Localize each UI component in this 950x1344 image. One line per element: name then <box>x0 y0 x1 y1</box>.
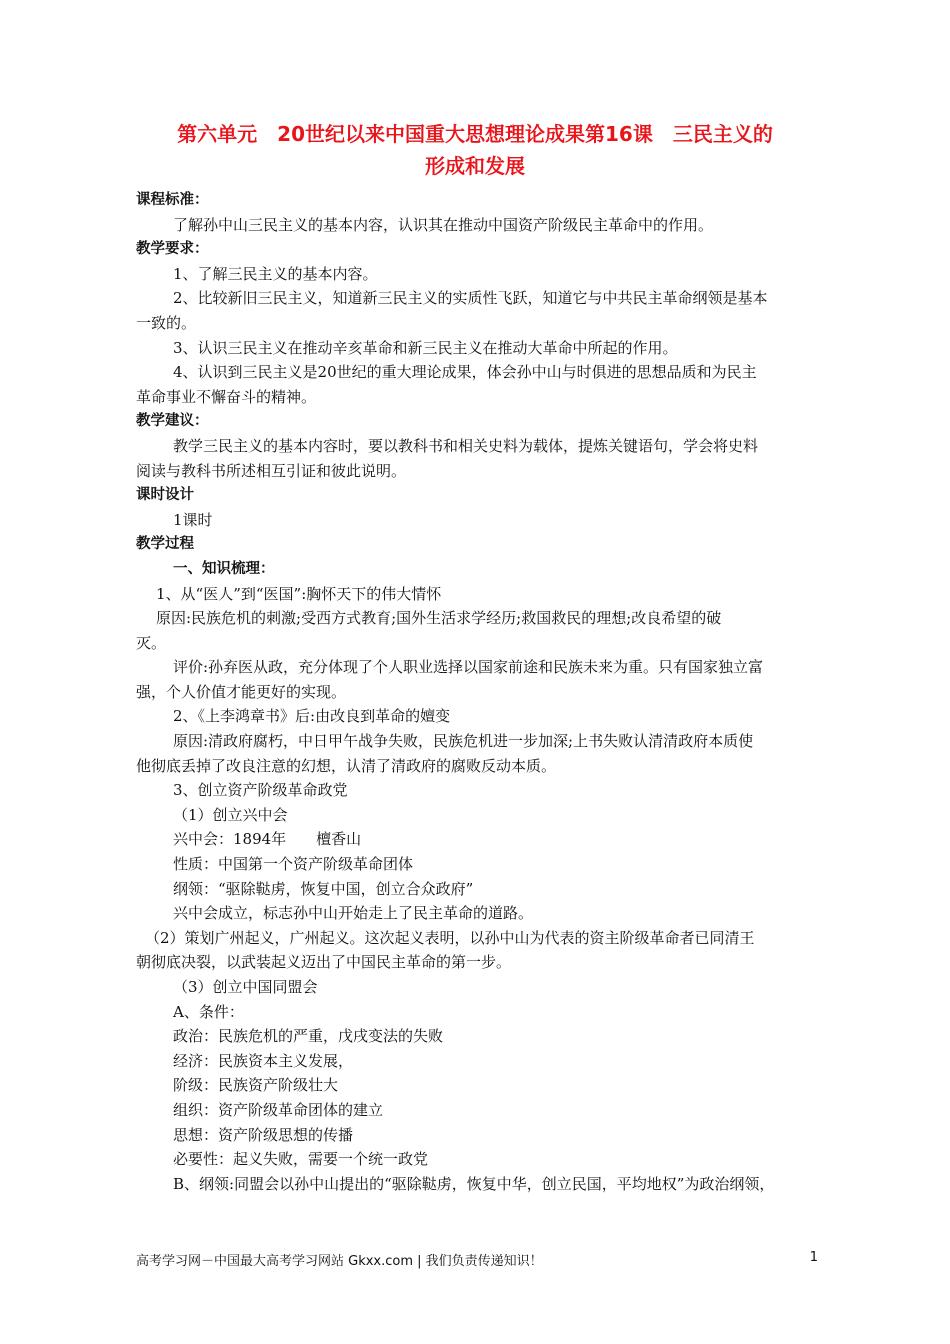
section-heading: 课程标准： <box>136 192 209 208</box>
paragraph-line: 阶级：民族资产阶级壮大 <box>173 1076 339 1095</box>
paragraph-line: 革命事业不懈奋斗的精神。 <box>136 387 317 406</box>
paragraph-line: 阅读与教科书所述相互引证和彼此说明。 <box>136 461 407 480</box>
paragraph-line: 3、创立资产阶级革命政党 <box>173 781 348 800</box>
paragraph-line: （1）创立兴中会 <box>173 805 288 824</box>
footer-text: 高考学习网－中国最大高考学习网站 Gkxx.com | 我们负责传递知识！ <box>136 1254 543 1269</box>
page-footer <box>136 1250 818 1269</box>
paragraph-line: 兴中会：1894年 檀香山 <box>173 830 362 849</box>
paragraph-line: 纲领：“驱除鞑虏，恢复中国，创立合众政府” <box>173 879 474 898</box>
paragraph-line: 他彻底丢掉了改良注意的幻想，认清了清政府的腐败反动本质。 <box>136 756 557 775</box>
paragraph-line: 经济：民族资本主义发展， <box>173 1051 354 1070</box>
paragraph-line: 性质：中国第一个资产阶级革命团体 <box>173 855 414 874</box>
title-line-2: 形成和发展 <box>425 154 525 178</box>
paragraph-line: 评价:孙弃医从政，充分体现了个人职业选择以国家前途和民族未来为重。只有国家独立富 <box>173 658 764 677</box>
paragraph-line: 政治：民族危机的严重，戊戌变法的失败 <box>173 1027 444 1046</box>
paragraph-line: 原因:清政府腐朽，中日甲午战争失败，民族危机进一步加深;上书失败认清清政府本质使 <box>173 732 754 751</box>
paragraph-line: A、条件： <box>173 1002 244 1021</box>
paragraph-line: 组织：资产阶级革命团体的建立 <box>173 1100 384 1119</box>
paragraph-line: 强，个人价值才能更好的实现。 <box>136 682 347 701</box>
paragraph-line: 必要性：起义失败，需要一个统一政党 <box>173 1150 429 1169</box>
title-line-1: 第六单元 20世纪以来中国重大思想理论成果第16课 三民主义的 <box>177 122 773 146</box>
paragraph-line: 原因:民族危机的刺激;受西方式教育;国外生活求学经历;救国救民的理想;改良希望的破 <box>156 609 722 628</box>
paragraph-line: 灭。 <box>136 633 167 652</box>
paragraph-line: （2）策划广州起义，广州起义。这次起义表明，以孙中山为代表的资主阶级革命者已同清王 <box>145 928 755 947</box>
paragraph-line: （3）创立中国同盟会 <box>173 978 318 996</box>
paragraph-line: 教学三民主义的基本内容时，要以教科书和相关史料为载体，提炼关键语句，学会将史料 <box>173 436 759 455</box>
paragraph-line: 思想：资产阶级思想的传播 <box>173 1125 354 1144</box>
paragraph-line: 朝彻底决裂，以武装起义迈出了中国民主革命的第一步。 <box>136 953 512 972</box>
section-heading: 教学过程 <box>136 536 194 553</box>
paragraph-line: B、纲领:同盟会以孙中山提出的“驱除鞑虏，恢复中华，创立民国，平均地权”为政治纲领， <box>173 1174 775 1193</box>
document-body <box>136 188 818 1196</box>
section-heading: 课时设计 <box>136 487 194 504</box>
section-heading: 一、知识梳理： <box>173 560 275 577</box>
paragraph-line: 1、从“医人”到“医国”:胸怀天下的伟大情怀 <box>156 584 442 603</box>
paragraph-line: 2、《上李鸿章书》后:由改良到革命的嬗变 <box>173 707 451 726</box>
paragraph-line: 了解孙中山三民主义的基本内容，认识其在推动中国资产阶级民主革命中的作用。 <box>173 215 714 234</box>
section-heading: 教学要求： <box>136 241 209 258</box>
paragraph-line: 一致的。 <box>136 313 197 332</box>
section-heading: 教学建议： <box>136 413 209 430</box>
paragraph-line: 兴中会成立，标志孙中山开始走上了民主革命的道路。 <box>173 904 534 923</box>
paragraph-line: 1、了解三民主义的基本内容。 <box>173 264 378 283</box>
paragraph-line: 3、认识三民主义在推动辛亥革命和新三民主义在推动大革命中所起的作用。 <box>173 338 678 357</box>
document-title <box>130 118 820 182</box>
paragraph-line: 2、比较新旧三民主义，知道新三民主义的实质性飞跃，知道它与中共民主革命纲领是基本 <box>173 289 768 308</box>
paragraph-line: 1课时 <box>173 510 213 529</box>
paragraph-line: 4、认识到三民主义是20世纪的重大理论成果，体会孙中山与时俱进的思想品质和为民主 <box>173 363 757 382</box>
page-number: 1 <box>809 1250 818 1265</box>
